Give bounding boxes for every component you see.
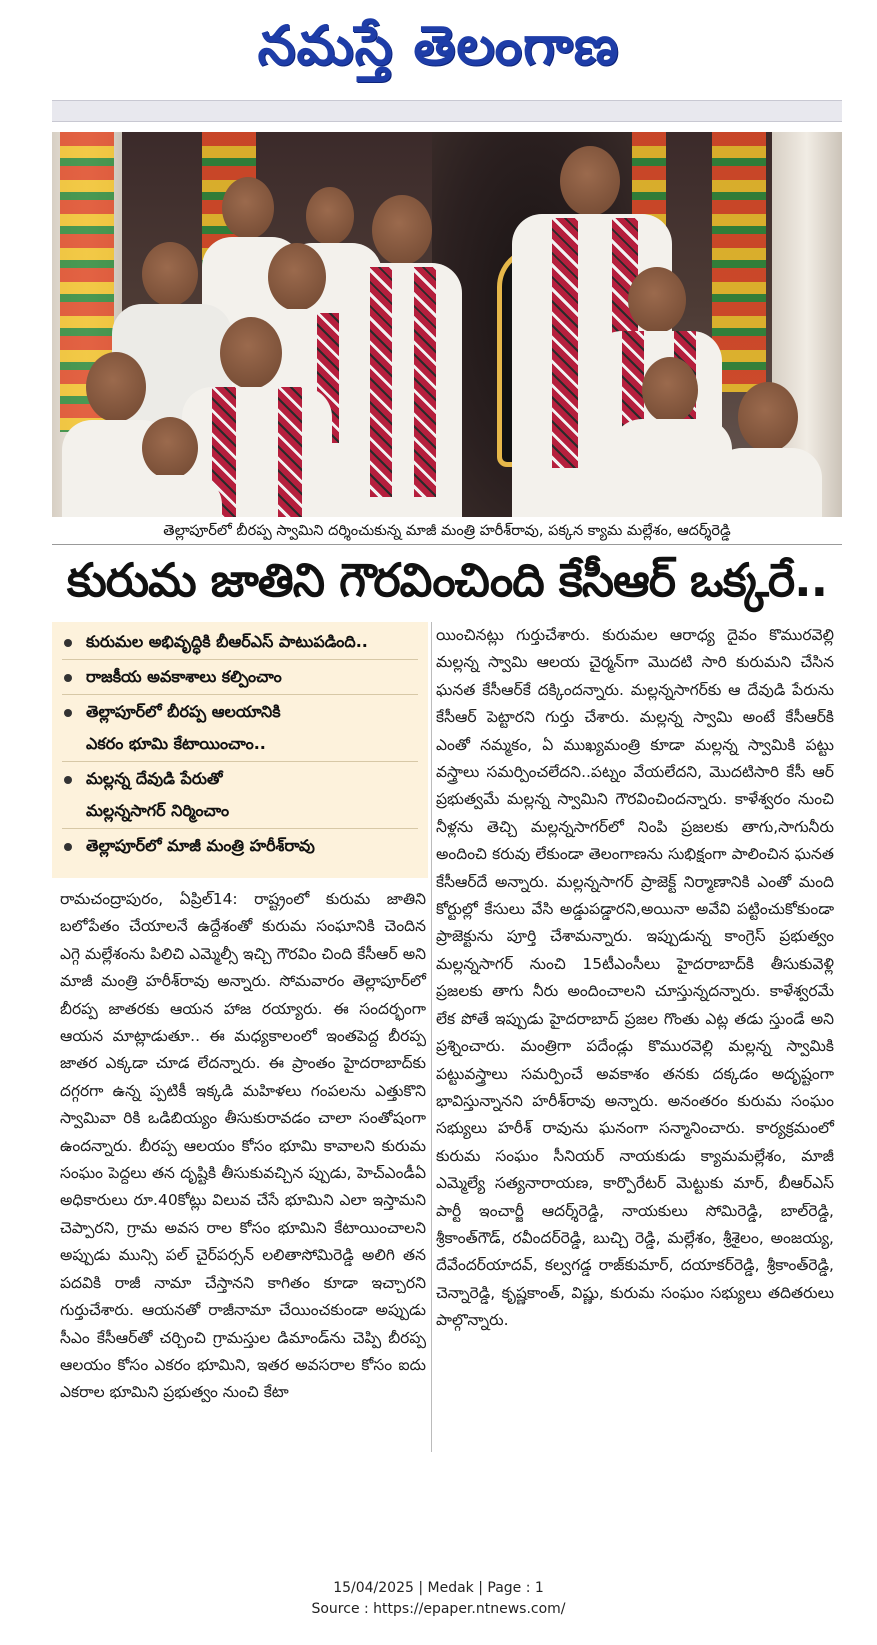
highlight-item: మల్లన్న దేవుడి పేరుతో మల్లన్నసాగర్‌ నిర్మించాం <box>52 763 428 827</box>
source-link[interactable]: Source : https://epaper.ntnews.com/ <box>311 1601 566 1617</box>
article-body-left: రామచంద్రాపురం, ఏప్రిల్‌14: రాష్ట్రంలో కురుమ జాతిని బలోపేతం చేయాలనే ఉద్దేశంతో కురుమ సంఘానికి చెందిన ఎగ్గె మల్లేశంను పిలిచి ఎమ్మెల్సీ ఇచ్చి గౌరవిం చింది కేసీఆర్‌ అని మాజీ మంత్రి హరీశ్‌రావు అన్నారు. సోమవారం తెల్లాపూర్‌లో బీరప్ప జాతరకు ఆయన హాజ రయ్యారు. ఈ సందర్భంగా ఆయన మాట్లాడుతూ.. ఈ మధ్యకాలంలో ఇంతపెద్ద బీరప్ప జాతర ఎక్కడా చూడ లేదన్నారు. ఈ ప్రాంతం హైదరాబాద్‌కు దగ్గరగా ఉన్న ప్పటికీ ఇక్కడి మహిళలు గంపలను ఎత్తుకొని స్వామివా రికి ఒడిబియ్యం తీసుకురావడం చాలా సంతోషంగా ఉందన్నారు. బీరప్ప ఆలయం కోసం భూమి కావాలని కురుమ సంఘం పెద్దలు తన దృష్టికి తీసుకువచ్చిన ప్పుడు, హెచ్‌ఎండీఏ అధికారులు రూ.40కోట్లు విలువ చేసే భూమిని ఎలా ఇస్తామని చెప్పారని, గ్రామ అవస రాల కోసం భూమిని కేటాయించాలని అప్పుడు మున్సి పల్‌ చైర్‌పర్సన్‌ లలితాసోమిరెడ్డి అలిగి తన పదవికి రాజీ నామా చేస్తానని కాగితం కూడా ఇచ్చారని గుర్తుచేశారు. ఆయనతో రాజీనామా చేయించకుండా అప్పుడు సీఎం కేసీఆర్‌తో చర్చించి గ్రామస్తుల డిమాండ్‌ను చెప్పి బీరప్ప ఆలయం కోసం ఎకరం భూమిని, ఇతర అవసరాల కోసం ఐదు ఎకరాల భూమిని ప్రభుత్వం నుంచి కేటా <box>60 890 426 1402</box>
article-headline: కురుమ జాతిని గౌరవించింది కేసీఆర్‌ ఒక్కరే.. <box>66 553 828 607</box>
edition-info: 15/04/2025 | Medak | Page : 1 <box>333 1580 544 1596</box>
highlight-item: తెల్లాపూర్‌లో మాజీ మంత్రి హరీశ్‌రావు <box>52 830 428 862</box>
highlight-item: తెల్లాపూర్‌లో బీరప్ప ఆలయానికి ఎకరం భూమి కేటాయించాం.. <box>52 696 428 760</box>
page-footer <box>0 1578 877 1620</box>
newspaper-title: నమస్తే తెలంగాణ <box>257 14 620 77</box>
masthead <box>0 0 877 96</box>
column-divider <box>431 622 432 1452</box>
photo-caption: తెల్లాపూర్‌లో బీరప్ప స్వామిని దర్శించుకున్న మాజీ మంత్రి హరీశ్‌రావు, పక్కన క్యామ మల్లేశం, ఆదర్శ్‌రెడ్డి <box>52 520 842 545</box>
highlights-box <box>52 622 428 878</box>
news-photo <box>52 132 842 517</box>
masthead-strip <box>52 100 842 122</box>
article-body-right: యించినట్లు గుర్తుచేశారు. కురుమల ఆరాధ్య దైవం కొమురవెల్లి మల్లన్న స్వామి ఆలయ చైర్మన్‌గా మొదటి సారి కురుమని చేసిన ఘనత కేసీఆర్‌కే దక్కిందన్నారు. మల్లన్నసాగర్‌కు ఆ దేవుడి పేరును కేసీఆర్‌ పెట్టారని గుర్తు చేశారు. మల్లన్న స్వామి అంటే కేసీఆర్‌కి ఎంతో నమ్మకం, ఏ ముఖ్యమంత్రి కూడా మల్లన్న స్వామికి పట్టు వస్త్రాలు సమర్పించలేదని..పట్నం వేయలేదని, మొదటిసారి కేసీ ఆర్‌ ప్రభుత్వమే మల్లన్న స్వామిని గౌరవించిందన్నారు. కాళేశ్వరం నుంచి నీళ్లను తెచ్చి మల్లన్నసాగర్‌లో నింపి ప్రజలకు తాగు,సాగునీరు అందించి కరువు లేకుండా తెలంగాణను సుభిక్షంగా పాలించిన ఘనత కేసీఆర్‌దే అన్నారు. మల్లన్నసాగర్‌ ప్రాజెక్ట్‌ నిర్మాణానికి ఎంతో మంది కోర్టుల్లో కేసులు వేసి అడ్డుపడ్డారని,అయినా అవేవి పట్టించుకోకుండా ప్రాజెక్టును పూర్తి చేశామన్నారు. ఇప్పుడున్న కాంగ్రెస్‌ ప్రభుత్వం మల్లన్నసాగర్‌ నుంచి 15టీఎంసీలు హైదరాబాద్‌కి తీసుకువెళ్లి ప్రజలకు తాగు నీరు అందించాలని చూస్తున్నదన్నారు. కాళేశ్వరమే లేక పోతే ఇప్పుడు హైదరాబాద్‌ ప్రజల గొంతు ఎట్ల తడు స్తుండే అని ప్రశ్నించారు. మంత్రిగా పదేండ్లు కొమురవెల్లి మల్లన్న స్వామికి పట్టువస్త్రాలు సమర్పించే అవకాశం తనకు దక్కడం అదృష్టంగా భావిస్తున్నానని హరీశ్‌రావు అన్నారు. అనంతరం కురుమ సంఘం సభ్యులు హరీశ్‌ రావును ఘనంగా సన్మానించారు. కార్యక్రమంలో కురుమ సంఘం సీనియర్‌ నాయకుడు క్యామమల్లేశం, మాజీ ఎమ్మెల్యే సత్యనారాయణ, కార్పొరేటర్‌ మెట్టుకు మార్‌, బీఆర్‌ఎస్‌ పార్టీ ఇంచార్జీ ఆదర్శ్‌రెడ్డి, నాయకులు సోమిరెడ్డి, బాల్‌రెడ్డి, శ్రీకాంత్‌గౌడ్‌, రవీందర్‌రెడ్డి, బుచ్చి రెడ్డి, మల్లేశం, శ్రీశైలం, అంజయ్య, దేవేందర్‌యాదవ్‌, కల్వగడ్డ రాజ్‌కుమార్‌, దయాకర్‌రెడ్డి, శ్రీకాంత్‌రెడ్డి, చెన్నారెడ్డి, కృష్ణకాంత్‌, విష్ణు, కురుమ సంఘం సభ్యులు తదితరులు పాల్గొన్నారు. <box>436 626 834 1330</box>
highlight-item: కురుమల అభివృద్ధికి బీఆర్‌ఎస్‌ పాటుపడింది.. <box>52 626 428 658</box>
highlight-item: రాజకీయ అవకాశాలు కల్పించాం <box>52 661 428 693</box>
